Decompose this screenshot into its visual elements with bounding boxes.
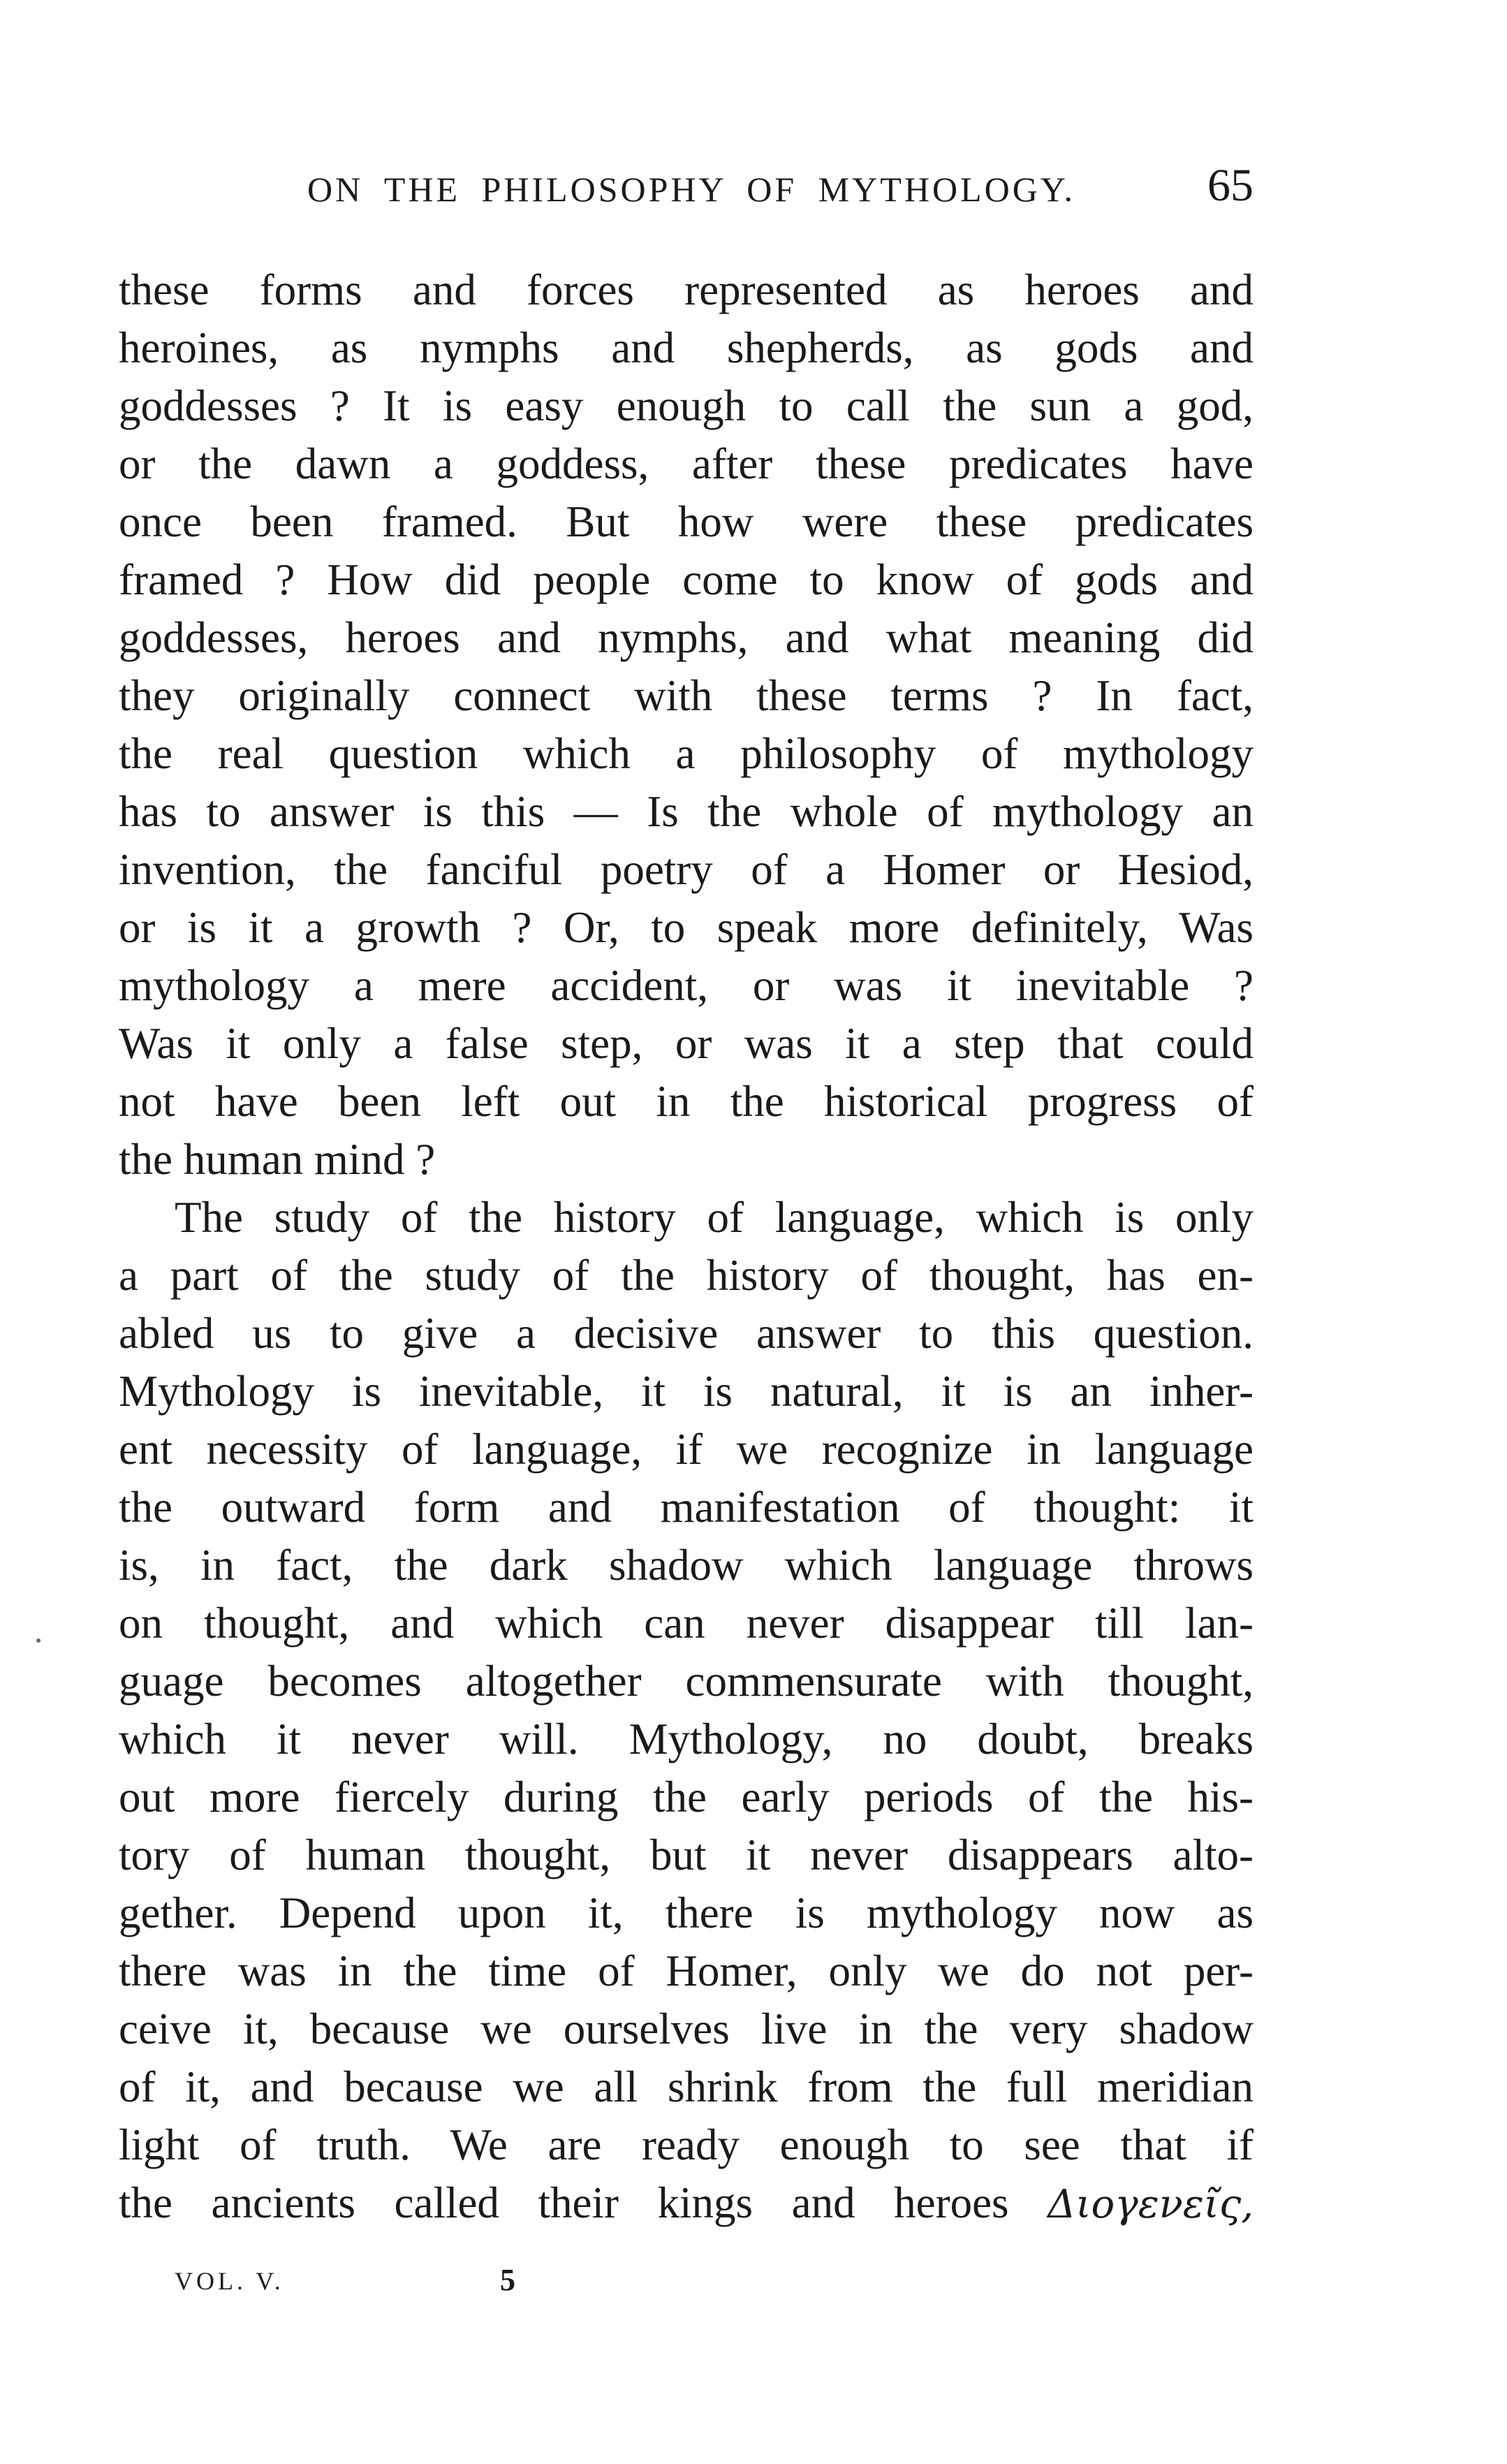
text-line: of it, and because we all shrink from the full meridian xyxy=(119,2062,1254,2111)
text-line: has to answer is this — Is the whole of mythology an xyxy=(119,787,1254,836)
text-line: they originally connect with these terms ? In fact, xyxy=(119,671,1254,720)
text-line: guage becomes altogether commensurate with thought, xyxy=(119,1657,1254,1706)
text-line-with-greek xyxy=(119,2174,1254,2232)
text-line: once been framed. But how were these predicates xyxy=(119,497,1254,546)
text-line: abled us to give a decisive answer to this question. xyxy=(119,1309,1254,1358)
text-line: the outward form and manifestation of thought: it xyxy=(119,1483,1254,1532)
text-line: heroines, as nymphs and shepherds, as gods and xyxy=(119,323,1254,372)
text-line: or the dawn a goddess, after these predicates have xyxy=(119,439,1254,488)
page-footer xyxy=(175,2263,594,2308)
paragraph-end-line: the human mind ? xyxy=(119,1135,436,1184)
text-line: Was it only a false step, or was it a step that could xyxy=(119,1019,1254,1068)
text-line: Mythology is inevitable, it is natural, it is an inher- xyxy=(119,1367,1254,1416)
text-line: ceive it, because we ourselves live in the very shadow xyxy=(119,2004,1254,2053)
paper-speck xyxy=(36,1638,41,1643)
text-line: gether. Depend upon it, there is mythology now as xyxy=(119,1889,1254,1937)
paragraph-start-line: The study of the history of language, which is only xyxy=(175,1193,1254,1242)
text-line: goddesses, heroes and nymphs, and what meaning did xyxy=(119,613,1254,662)
greek-word: Διογενεῖς, xyxy=(1047,2182,1254,2227)
text-line: goddesses ? It is easy enough to call the sun a god, xyxy=(119,381,1254,430)
body-text xyxy=(119,261,1254,2232)
text-line: a part of the study of the history of thought, has en- xyxy=(119,1251,1254,1300)
volume-mark: VOL. V. xyxy=(175,2267,284,2295)
text-line: framed ? How did people come to know of gods and xyxy=(119,555,1254,604)
text-line-part: the ancients called their kings and heroes xyxy=(119,2178,1009,2227)
text-line: ent necessity of language, if we recognize in language xyxy=(119,1425,1254,1474)
signature-mark: 5 xyxy=(500,2263,515,2297)
text-line: or is it a growth ? Or, to speak more definitely, Was xyxy=(119,903,1254,952)
text-line: there was in the time of Homer, only we do not per- xyxy=(119,1946,1254,1995)
text-line: the real question which a philosophy of mythology xyxy=(119,729,1254,778)
text-line: is, in fact, the dark shadow which language throws xyxy=(119,1541,1254,1590)
text-line: on thought, and which can never disappear till lan- xyxy=(119,1599,1254,1648)
text-line: not have been left out in the historical progress of xyxy=(119,1077,1254,1126)
text-line: these forms and forces represented as heroes and xyxy=(119,265,1254,314)
text-line: invention, the fanciful poetry of a Homer or Hesiod, xyxy=(119,845,1254,894)
text-line: light of truth. We are ready enough to see that if xyxy=(119,2120,1254,2169)
running-title: ON THE PHILOSOPHY OF MYTHOLOGY. xyxy=(307,170,1075,209)
page-header xyxy=(119,159,1254,222)
text-line: which it never will. Mythology, no doubt, breaks xyxy=(119,1715,1254,1763)
text-line: mythology a mere accident, or was it inevitable ? xyxy=(119,961,1254,1010)
text-line: tory of human thought, but it never disappears alto- xyxy=(119,1831,1254,1879)
text-line: out more fiercely during the early periods of the his- xyxy=(119,1773,1254,1821)
page-number: 65 xyxy=(1207,160,1254,211)
